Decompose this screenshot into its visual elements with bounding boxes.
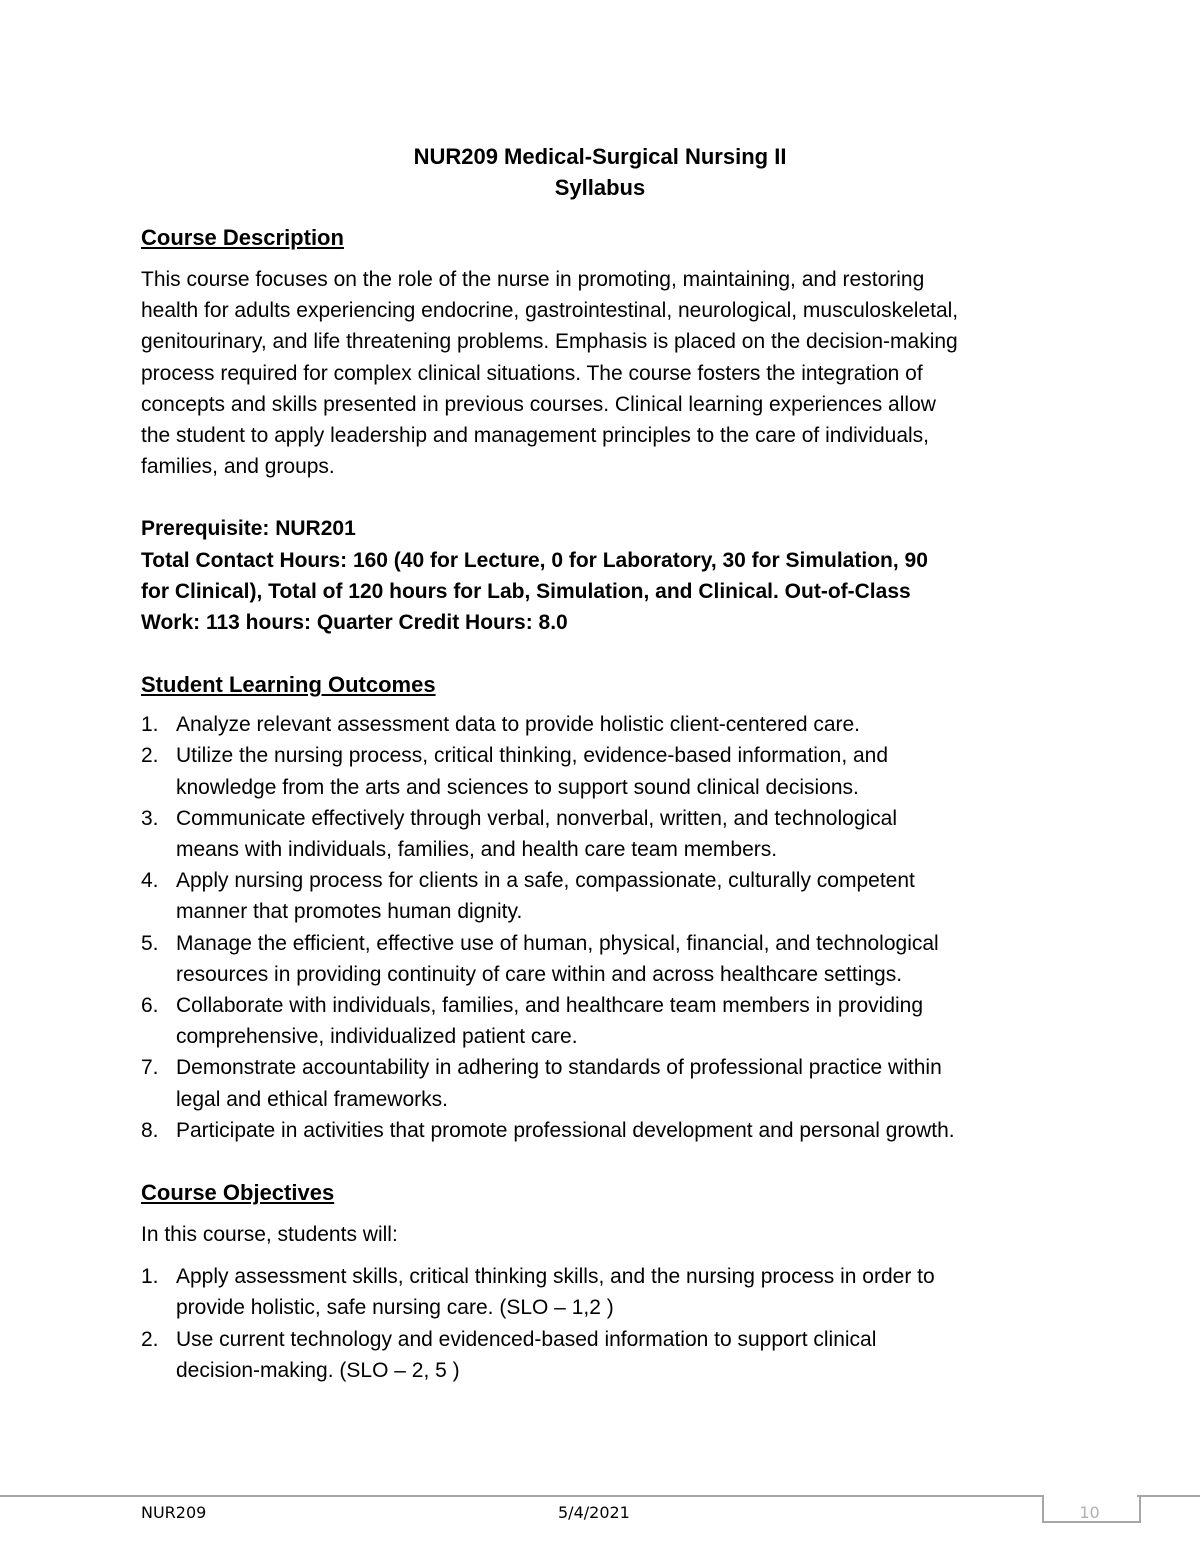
list-item-line: comprehensive, individualized patient care.: [176, 1025, 578, 1049]
list-item-line: resources in providing continuity of care within and across healthcare settings.: [176, 962, 903, 986]
list-item-line: knowledge from the arts and sciences to support sound clinical decisions.: [176, 775, 859, 799]
list-item: [141, 803, 1061, 865]
course-objectives-list: [141, 1261, 1061, 1386]
description-line: This course focuses on the role of the nurse in promoting, maintaining, and restoring: [141, 268, 925, 291]
list-item-line: Collaborate with individuals, families, and healthcare team members in providing: [176, 994, 924, 1018]
list-item: [141, 1052, 1061, 1114]
description-line: health for adults experiencing endocrine, gastrointestinal, neurological, musculoskeletal,: [141, 299, 959, 323]
list-item-number: 2.: [141, 744, 159, 768]
list-item-line: provide holistic, safe nursing care. (SLO – 1,2 ): [176, 1296, 614, 1320]
slo-list: [141, 709, 1061, 1146]
contact-hours-line: Total Contact Hours: 160 (40 for Lecture, 0 for Laboratory, 30 for Simulation, 90: [141, 548, 928, 572]
list-item-number: 1.: [141, 713, 159, 737]
list-item-line: Manage the efficient, effective use of human, physical, financial, and technological: [176, 931, 939, 955]
course-description-heading: Course Description: [141, 225, 344, 250]
footer-divider-right: [1137, 1495, 1200, 1497]
list-item: [141, 928, 1061, 990]
list-item: [141, 1115, 1061, 1146]
contact-hours-line: for Clinical), Total of 120 hours for Lab, Simulation, and Clinical. Out-of-Class: [141, 579, 911, 603]
list-item: [141, 1324, 1061, 1386]
list-item-line: Demonstrate accountability in adhering to standards of professional practice within: [176, 1056, 942, 1080]
description-line: genitourinary, and life threatening problems. Emphasis is placed on the decision-making: [141, 330, 958, 354]
list-item-line: legal and ethical frameworks.: [176, 1087, 448, 1111]
list-item-number: 1.: [141, 1265, 159, 1289]
description-line: families, and groups.: [141, 455, 335, 479]
prerequisite: Prerequisite: NUR201: [141, 517, 356, 541]
list-item-line: means with individuals, families, and health care team members.: [176, 838, 778, 862]
course-description-body: [141, 264, 1061, 482]
page-title: NUR209 Medical-Surgical Nursing II: [413, 144, 787, 169]
footer-course-code: NUR209: [141, 1503, 207, 1522]
list-item-line: Use current technology and evidenced-based information to support clinical: [176, 1327, 877, 1351]
slo-heading: Student Learning Outcomes: [141, 672, 436, 698]
page-subtitle: Syllabus: [554, 175, 646, 200]
list-item-number: 8.: [141, 1118, 159, 1142]
course-objectives-intro: In this course, students will:: [141, 1223, 398, 1247]
list-item: [141, 990, 1061, 1052]
list-item-number: 2.: [141, 1327, 159, 1351]
list-item: [141, 865, 1061, 927]
footer-page-number: 10: [1079, 1503, 1100, 1522]
list-item-line: Communicate effectively through verbal, nonverbal, written, and technological: [176, 806, 898, 830]
description-line: the student to apply leadership and management principles to the care of individuals,: [141, 424, 929, 448]
contact-hours-line: Work: 113 hours: Quarter Credit Hours: 8.0: [141, 611, 568, 635]
list-item-number: 5.: [141, 931, 159, 955]
footer-date: 5/4/2021: [558, 1503, 630, 1522]
list-item-line: manner that promotes human dignity.: [176, 900, 523, 924]
list-item-number: 7.: [141, 1056, 159, 1080]
list-item-number: 6.: [141, 994, 159, 1018]
footer-divider: [0, 1495, 1044, 1497]
course-objectives-heading: Course Objectives: [141, 1180, 335, 1206]
list-item: [141, 740, 1061, 802]
list-item-number: 4.: [141, 869, 159, 893]
list-item-line: Utilize the nursing process, critical thinking, evidence-based information, and: [176, 744, 889, 768]
list-item: [141, 1261, 1061, 1323]
list-item-line: Apply nursing process for clients in a safe, compassionate, culturally competent: [176, 869, 915, 893]
title-block: [0, 141, 1200, 203]
list-item-line: decision-making. (SLO – 2, 5 ): [176, 1358, 460, 1382]
description-line: concepts and skills presented in previous courses. Clinical learning experiences allow: [141, 392, 936, 416]
main-content: [141, 222, 1061, 1386]
list-item-number: 3.: [141, 806, 159, 830]
list-item-line: Participate in activities that promote professional development and personal growth.: [176, 1118, 955, 1142]
list-item-line: Apply assessment skills, critical thinking skills, and the nursing process in order to: [176, 1265, 935, 1289]
description-line: process required for complex clinical situations. The course fosters the integration of: [141, 361, 923, 385]
list-item-line: Analyze relevant assessment data to provide holistic client-centered care.: [176, 713, 861, 737]
list-item: [141, 709, 1061, 740]
course-info: [141, 513, 1061, 638]
